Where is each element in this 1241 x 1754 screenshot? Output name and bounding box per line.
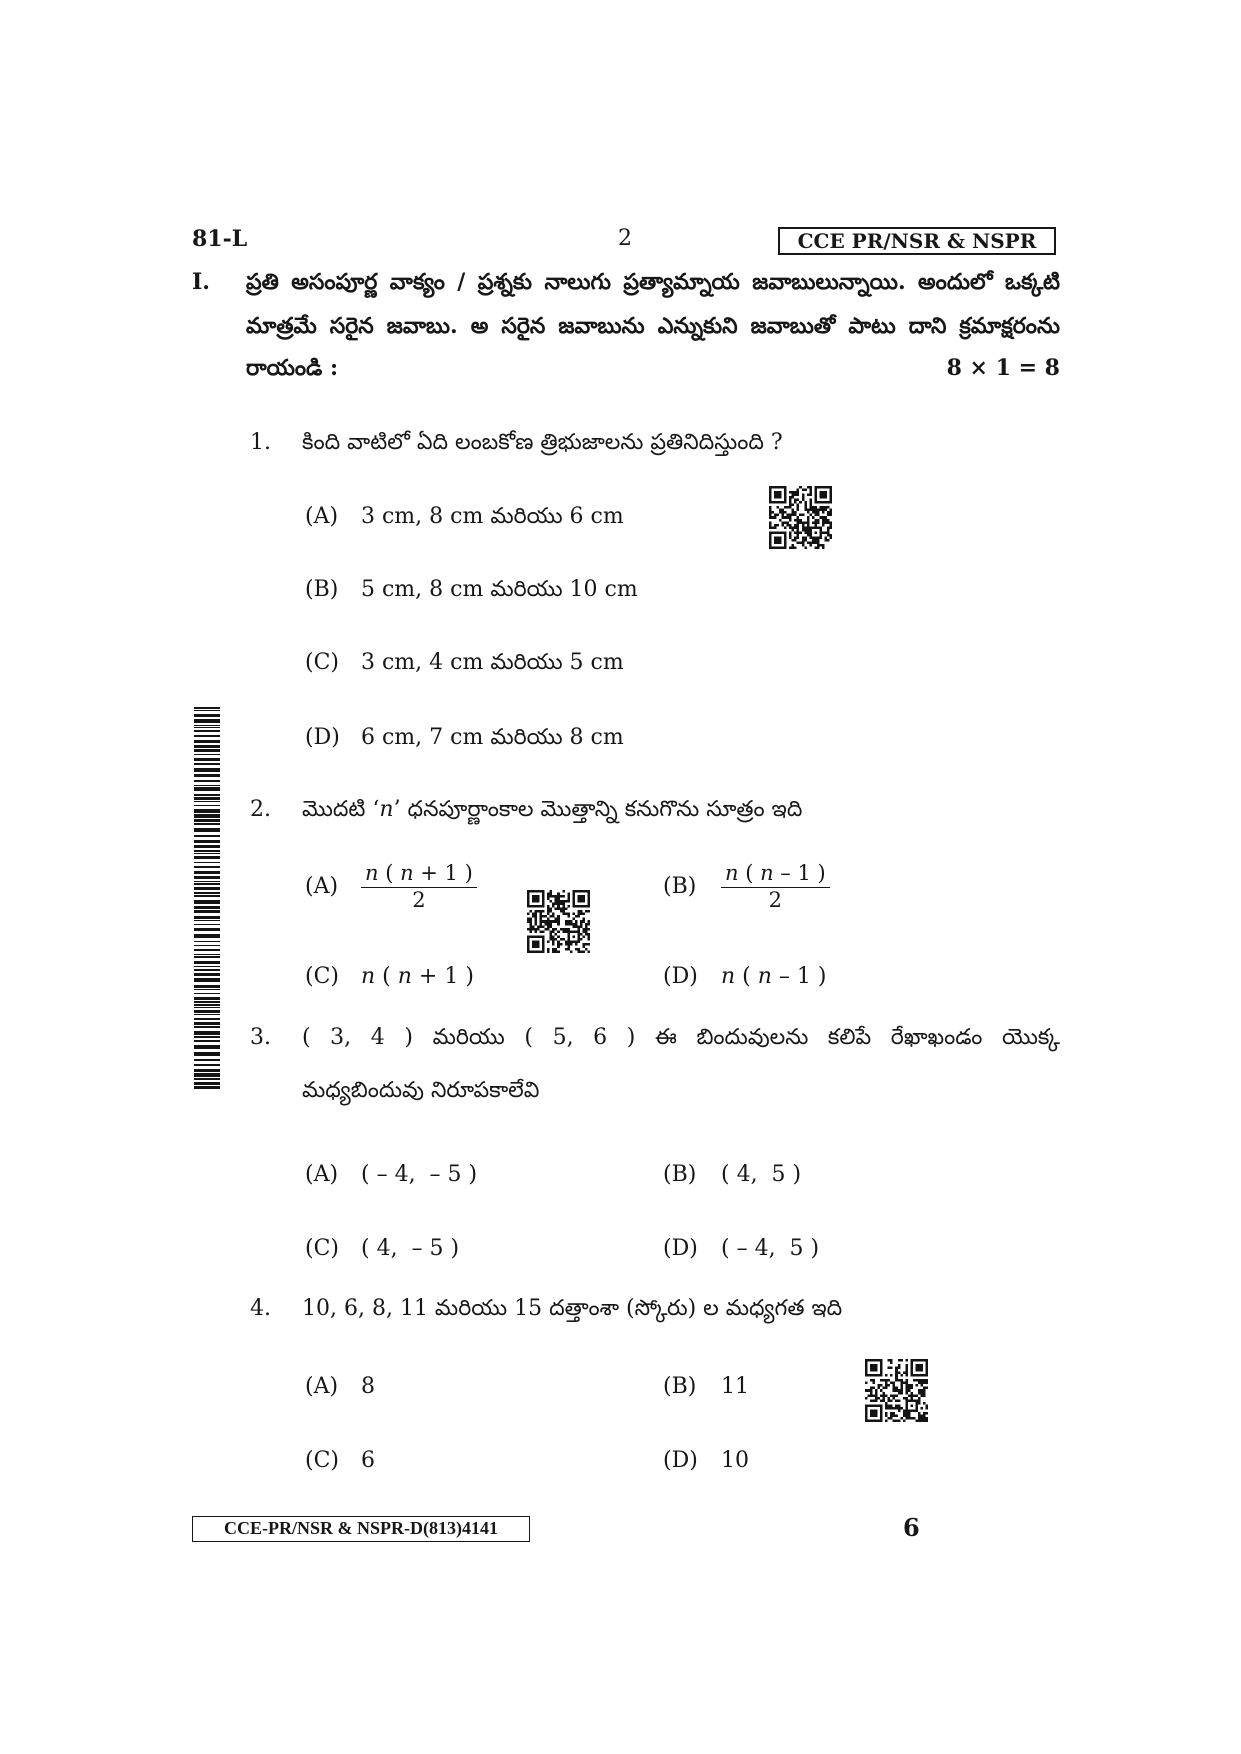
option-a	[305, 502, 624, 532]
option-text: ( 4, – 5 )	[361, 1236, 460, 1261]
fraction-denominator: 2	[412, 888, 426, 912]
option-label: (C)	[305, 964, 339, 989]
option-a	[305, 1372, 375, 1402]
fraction-numerator	[721, 861, 830, 888]
question-number: 4.	[250, 1296, 271, 1321]
variable-n: n	[361, 964, 376, 989]
question-text-start: మొదటి ‘	[302, 797, 380, 822]
question-text: కింది వాటిలో ఏది లంబకోణ త్రిభుజాలను ప్రతినిదిస్తుంది ?	[302, 430, 783, 455]
barcode-bars	[194, 707, 220, 1089]
option-d	[663, 962, 826, 992]
page-number: 2	[618, 226, 632, 251]
option-text: 6 cm, 7 cm మరియు 8 cm	[361, 725, 624, 750]
numerator-part: (	[738, 861, 761, 885]
option-c	[305, 962, 474, 992]
option-label: (B)	[663, 874, 697, 899]
qr-modules	[527, 890, 590, 953]
question-text-line: ( 3, 4 ) మరియు ( 5, 6 ) ఈ బిందువులను కలిపే రేఖాఖండం యొక్క	[302, 1025, 1060, 1050]
option-label: (D)	[663, 1236, 698, 1261]
option-text: 5 cm, 8 cm మరియు 10 cm	[361, 577, 638, 602]
option-label: (A)	[305, 504, 339, 529]
question-text: 10, 6, 8, 11 మరియు 15 దత్తాంశా (స్కోరు) ల మధ్యగత ఇది	[302, 1296, 843, 1321]
instruction-line: మాత్రమే సరైన జవాబు. అ సరైన జవాబును ఎన్నుకుని జవాబుతో పాటు దాని క్రమాక్షరంను	[246, 313, 1060, 339]
option-b	[305, 575, 638, 605]
option-text: 6	[361, 1448, 375, 1473]
option-label: (D)	[663, 1448, 698, 1473]
barcode	[194, 707, 220, 1092]
option-text: 8	[361, 1374, 375, 1399]
option-text: 3 cm, 8 cm మరియు 6 cm	[361, 504, 624, 529]
section-number: I.	[192, 269, 210, 295]
section-marks: 8 × 1 = 8	[946, 355, 1060, 381]
numerator-part: – 1 )	[773, 861, 826, 885]
option-label: (C)	[305, 1236, 339, 1261]
option-label: (D)	[663, 964, 698, 989]
qr-code	[769, 486, 832, 549]
option-b	[663, 1372, 749, 1402]
qr-code	[865, 1359, 928, 1422]
option-a	[305, 1160, 477, 1190]
qr-code	[527, 890, 590, 953]
question-number: 3.	[250, 1025, 271, 1050]
paper-code: 81-L	[192, 226, 248, 252]
option-text: ( – 4, – 5 )	[361, 1162, 478, 1187]
exam-name-box: CCE PR/NSR & NSPR	[778, 227, 1056, 255]
question-text-end: ’ ధనపూర్ణాంకాల మొత్తాన్ని కనుగొను సూత్రం ఇది	[393, 797, 803, 822]
fraction	[361, 861, 477, 913]
expression-part: (	[375, 964, 398, 989]
variable-n: n	[721, 964, 736, 989]
fraction	[721, 861, 830, 913]
sheet-number: 6	[903, 1513, 920, 1542]
question-number: 2.	[250, 797, 271, 822]
option-a	[305, 861, 477, 913]
expression-part: (	[735, 964, 758, 989]
option-d	[305, 723, 624, 753]
option-b	[663, 1160, 801, 1190]
option-text: ( 4, 5 )	[721, 1162, 802, 1187]
option-c	[305, 1234, 459, 1264]
option-text: 10	[721, 1448, 749, 1473]
option-c	[305, 648, 624, 678]
option-text: ( – 4, 5 )	[721, 1236, 820, 1261]
option-b	[663, 861, 830, 913]
expression-part: – 1 )	[771, 964, 827, 989]
instruction-line: రాయండి :	[246, 355, 339, 381]
option-label: (C)	[305, 1448, 339, 1473]
option-label: (C)	[305, 650, 339, 675]
fraction-denominator: 2	[768, 888, 783, 912]
qr-modules	[865, 1359, 928, 1422]
expression-part: + 1 )	[411, 964, 474, 989]
variable-n: n	[725, 861, 739, 885]
option-label: (B)	[663, 1374, 697, 1399]
option-label: (A)	[305, 1162, 339, 1187]
option-label: (B)	[663, 1162, 697, 1187]
numerator-part: + 1 )	[413, 861, 473, 885]
footer-code-box: CCE-PR/NSR & NSPR-D(813)4141	[192, 1516, 530, 1542]
variable-n: n	[397, 964, 412, 989]
option-c	[305, 1446, 375, 1476]
variable-n: n	[365, 861, 379, 885]
qr-modules	[769, 486, 832, 549]
option-label: (A)	[305, 874, 339, 899]
option-expression	[361, 962, 474, 992]
option-expression	[721, 962, 826, 992]
option-text: 11	[721, 1374, 749, 1399]
fraction-numerator	[361, 861, 477, 888]
option-d	[663, 1446, 749, 1476]
variable-n: n	[757, 964, 772, 989]
option-label: (B)	[305, 577, 339, 602]
variable-n: n	[400, 861, 414, 885]
option-text: 3 cm, 4 cm మరియు 5 cm	[361, 650, 624, 675]
instruction-line: ప్రతి అసంపూర్ణ వాక్యం / ప్రశ్నకు నాలుగు ప్రత్యామ్నాయ జవాబులున్నాయి. అందులో ఒక్కటి	[246, 269, 1060, 295]
variable-n: n	[379, 797, 394, 822]
option-label: (D)	[305, 725, 340, 750]
option-d	[663, 1234, 819, 1264]
question-text	[302, 795, 1060, 825]
variable-n: n	[760, 861, 774, 885]
question-text-line: మధ్యబిందువు నిరూపకాలేవి	[302, 1078, 540, 1103]
numerator-part: (	[378, 861, 401, 885]
question-number: 1.	[250, 430, 271, 455]
option-label: (A)	[305, 1374, 339, 1399]
